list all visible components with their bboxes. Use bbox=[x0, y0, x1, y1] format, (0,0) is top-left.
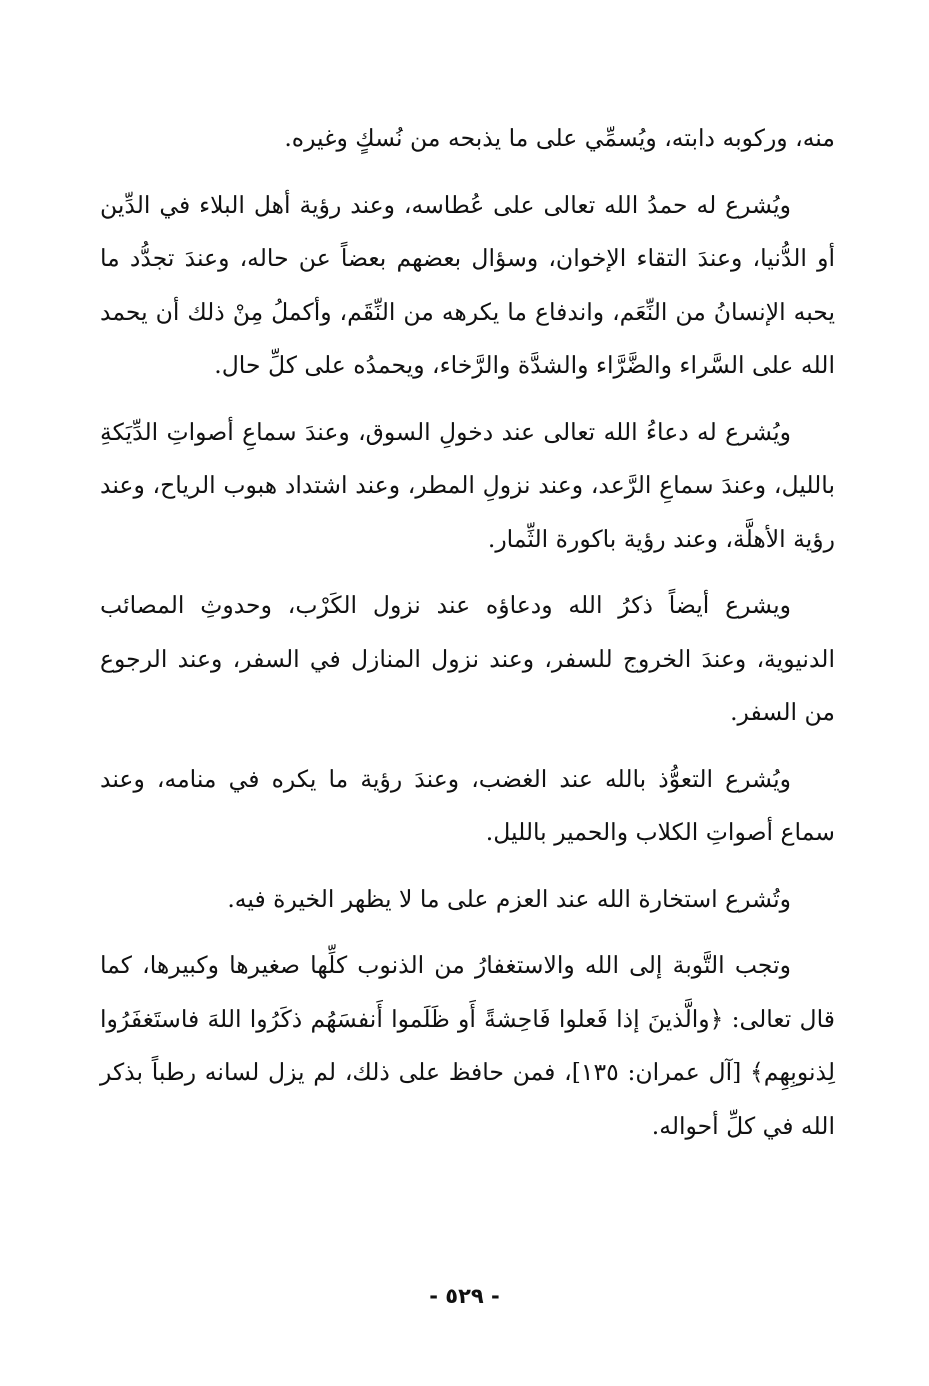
paragraph-dhikr: ويشرع أيضاً ذكرُ الله ودعاؤه عند نزول الكَرْب، وحدوثِ المصائب الدنيوية، وعندَ الخروج للسفر، وعند نزول المنازل في السفر، وعند الرجوع من السفر. bbox=[100, 591, 835, 726]
paragraph-hamd: ويُشرع له حمدُ الله تعالى على عُطاسه، وعند رؤية أهل البلاء في الدِّين أو الدُّنيا، وعندَ التقاء الإخوان، وسؤال بعضهم بعضاً عن حاله، وعندَ تجدُّد ما يحبه الإنسانُ من النِّعَم، واندفاع ما يكرهه من النِّقَم، وأكملُ مِنْ ذلك أن يحمد الله على السَّراء والضَّرَّاء والشدَّة والرَّخاء، ويحمدُه على كلِّ حال. bbox=[100, 190, 835, 379]
paragraph-dua: ويُشرع له دعاءُ الله تعالى عند دخولِ السوق، وعندَ سماعِ أصواتِ الدِّيَكةِ بالليل، وعندَ سماعِ الرَّعد، وعند نزولِ المطر، وعند اشتداد هبوب الرياح، وعند رؤية الأهلَّة، وعند رؤية باكورة الثِّمار. bbox=[100, 417, 835, 553]
page-number: - ٥٢٩ - bbox=[429, 1284, 500, 1308]
paragraph-taawwudh: ويُشرع التعوُّذ بالله عند الغضب، وعندَ رؤية ما يكره في منامه، وعند سماع أصواتِ الكلاب والحمير بالليل. bbox=[100, 764, 835, 846]
paragraph-istikhara: وتُشرع استخارة الله عند العزم على ما لا يظهر الخيرة فيه. bbox=[227, 884, 791, 913]
main-text bbox=[100, 112, 835, 1166]
paragraph-continuation: منه، وركوبه دابته، ويُسمِّي على ما يذبحه من نُسكٍ وغيره. bbox=[284, 124, 835, 152]
paragraph-tawba: وتجب التَّوبة إلى الله والاستغفارُ من الذنوب كلِّها صغيرها وكبيرها، كما قال تعالى: ﴿والَّذينَ إذا فَعلوا فَاحِشةً أَو ظَلَموا أَنفسَهُم ذكَرُوا اللهَ فاستَغفَرُوا لِذنوبِهِم﴾ [آل عمران: ١٣٥]، فمن حافظ على ذلك، لم يزل لسانه رطباً بذكر الله في كلِّ أحواله. bbox=[100, 951, 835, 1140]
